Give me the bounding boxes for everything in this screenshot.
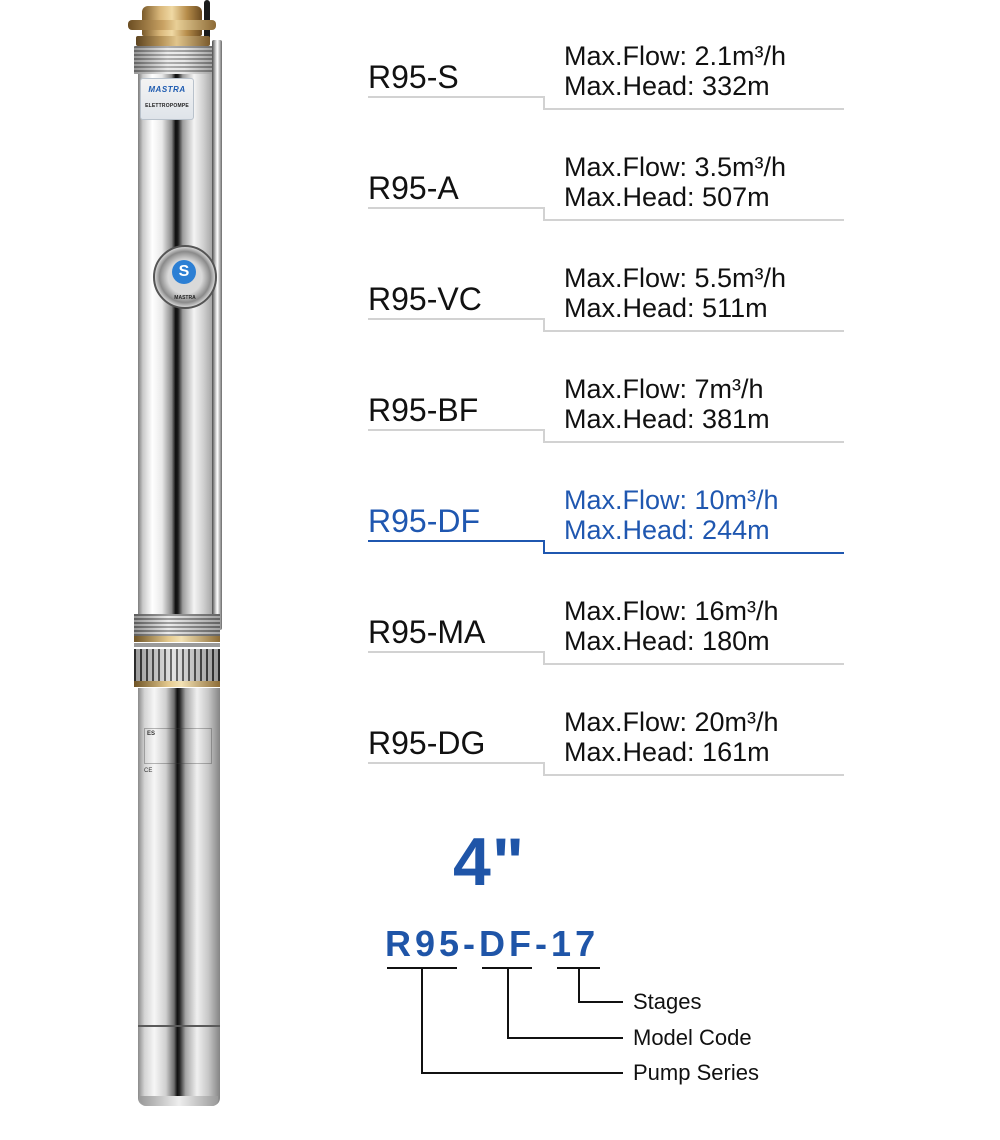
max-head: Max.Head: 507m [564,182,770,212]
brass-outlet [142,6,202,36]
max-head: Max.Head: 381m [564,404,770,434]
max-flow: Max.Flow: 10m³/h [564,485,779,515]
code-separator: - [535,923,552,964]
code-separator: - [463,923,480,964]
divider-right [543,330,844,332]
brand-medallion-icon [153,245,217,309]
model-code [385,923,600,964]
model-row-r95-df-selected[interactable] [368,474,844,564]
mid-thread [134,614,220,636]
max-flow: Max.Flow: 3.5m³/h [564,152,787,182]
brand-subtitle: ELETTROPOMPE [145,103,189,109]
brand-logo: MASTRA [148,85,186,94]
pump-size-label: 4" [453,824,526,900]
gold-ring-lower [134,681,220,687]
divider-right [543,663,844,665]
model-name: R95-DF [368,503,481,539]
divider-left [368,540,544,542]
medallion-text: MASTRA [174,295,196,301]
medallion-letter: S [172,260,196,284]
divider-left [368,207,544,209]
max-head: Max.Head: 511m [564,293,768,323]
nameplate-logo: ES [147,731,156,737]
brand-label [140,78,194,120]
connector-series-horizontal [421,1072,623,1074]
pump-body [138,74,218,614]
model-row-r95-bf[interactable] [368,363,844,453]
model-name: R95-VC [368,281,482,317]
divider-right [543,441,844,443]
model-name: R95-BF [368,392,479,428]
model-name: R95-DG [368,725,486,761]
divider-left [368,96,544,98]
connector-model-horizontal [507,1037,623,1039]
brass-ring [136,36,210,46]
model-row-r95-vc[interactable] [368,252,844,342]
legend-stages: Stages [633,989,702,1014]
top-thread [134,46,218,74]
divider-right [543,774,844,776]
gold-ring-upper [134,636,220,642]
ce-mark: CE [144,768,153,774]
max-flow: Max.Flow: 2.1m³/h [564,41,787,71]
connector-stages-horizontal [578,1001,623,1003]
divider-left [368,429,544,431]
connector-series-vertical [421,967,423,1074]
model-row-r95-a[interactable] [368,141,844,231]
max-head: Max.Head: 161m [564,737,770,767]
max-flow: Max.Flow: 16m³/h [564,596,779,626]
code-series: R95 [385,923,464,964]
max-flow: Max.Flow: 5.5m³/h [564,263,787,293]
max-head: Max.Head: 180m [564,626,770,656]
inlet-rim [134,643,220,647]
legend-pump-series: Pump Series [633,1060,759,1085]
max-flow: Max.Flow: 20m³/h [564,707,779,737]
connector-stages-vertical [578,967,580,1003]
divider-left [368,318,544,320]
max-head: Max.Head: 332m [564,71,770,101]
legend-model-code: Model Code [633,1025,752,1050]
divider-left [368,651,544,653]
connector-model-vertical [507,967,509,1039]
motor-nameplate [144,728,212,764]
divider-right [543,219,844,221]
divider-right [543,108,844,110]
divider-right [543,552,844,554]
code-stages: 17 [551,923,600,964]
motor-base [140,1096,218,1106]
pump-image [100,0,260,1115]
model-name: R95-S [368,59,459,95]
model-name: R95-MA [368,614,486,650]
max-head: Max.Head: 244m [564,515,770,545]
inlet-screen [134,649,220,681]
motor-seam [138,1025,220,1027]
model-row-r95-s[interactable] [368,30,844,120]
model-row-r95-ma[interactable] [368,585,844,675]
cable-guard [212,40,222,630]
divider-left [368,762,544,764]
model-row-r95-dg[interactable] [368,696,844,786]
code-model: DF [479,923,536,964]
model-name: R95-A [368,170,459,206]
max-flow: Max.Flow: 7m³/h [564,374,764,404]
